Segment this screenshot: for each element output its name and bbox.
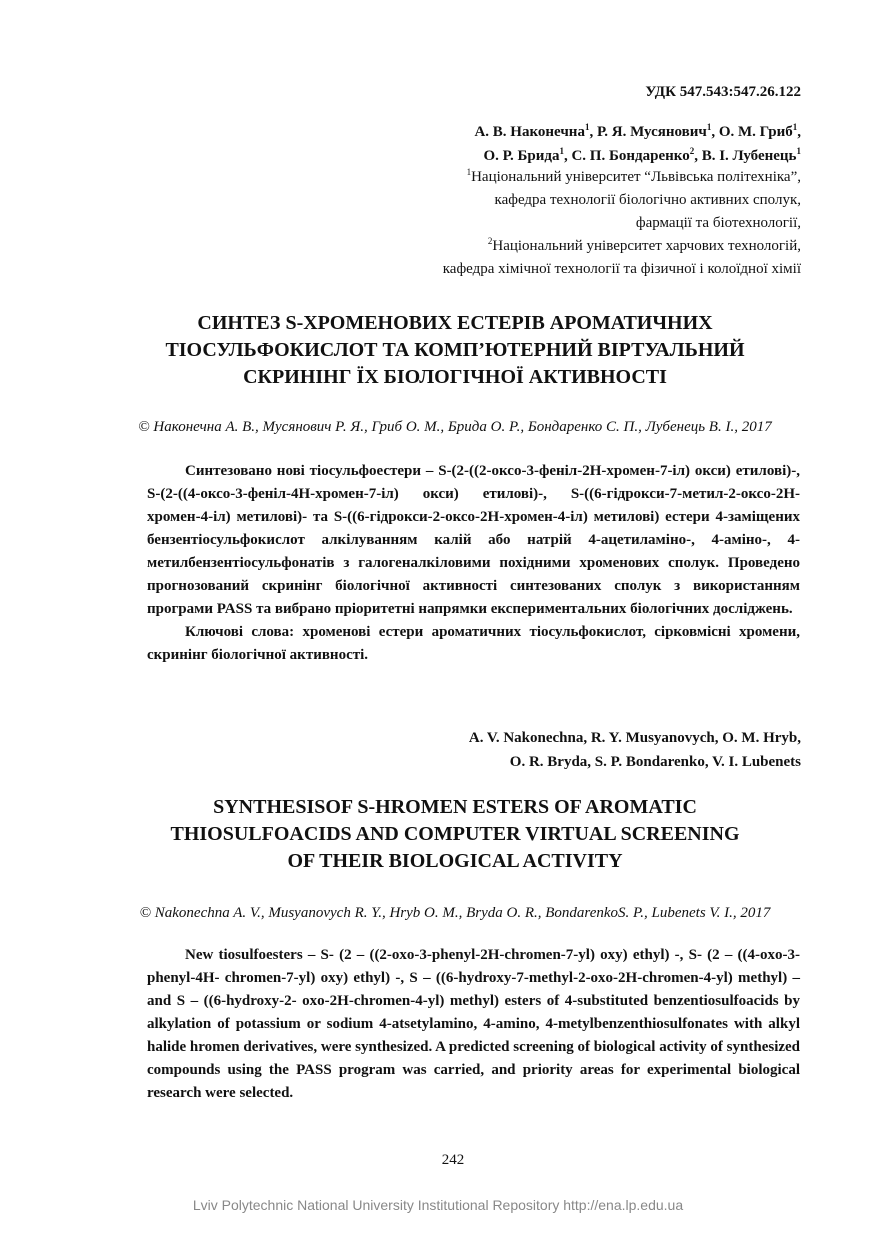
affiliation-line: $^1$Національний університет “Львівська політехніка”, [466,167,801,185]
title-line: THIOSULFOACIDS AND COMPUTER VIRTUAL SCREENING [170,823,740,845]
author-name: О. М. Гриб [718,124,793,140]
authors-en [201,726,801,774]
author-sup: 1 [796,146,801,156]
author-name: А. В. Наконечна [474,124,585,140]
keywords-text: Ключові слова: хроменові естери ароматичних тіосульфокислот, сірковмісні хромени, скринінг біологічної активності. [147,624,800,663]
affiliation-line: кафедра хімічної технології та фізичної і колоїдної хімії [442,261,801,277]
author-sup: 1 [584,122,590,132]
title-en [60,794,850,875]
copyright-en: © Nakonechna A. V., Musyanovych R. Y., Hryb O. M., Bryda O. R., BondarenkoS. P., Lubenets V. I., 2017 [139,905,771,921]
page-number: 242 [441,1152,465,1168]
copyright-ua: © Наконечна А. В., Мусянович Р. Я., Гриб О. М., Брида О. Р., Бондаренко С. П., Лубенець В. І., 2017 [138,419,772,435]
authors-ua: А. В. Наконечна$^1$, Р. Я. Мусянович$^1$, О. М. Гриб$^1$, О. Р. Брида$^1$, С. П. Бондаренко$^2$, В. І. Лубенець$^1$ [474,122,801,164]
affiliation-line: кафедра технології біологічно активних сполук, [494,192,801,208]
title-line: OF THEIR BIOLOGICAL ACTIVITY [287,850,623,872]
affiliation-line: фармації та біотехнології, [635,215,801,231]
abstract-en [147,944,800,1105]
udk-code: УДК 547.543:547.26.122 [645,84,801,100]
author-sup: 1 [792,122,798,132]
affiliation-sup: 2 [487,236,493,246]
authors-line: A. V. Nakonechna, R. Y. Musyanovych, O. M. Hryb, [468,730,801,746]
affiliation-sup: 1 [466,167,472,177]
author-sup: 1 [706,122,712,132]
affiliation-line: $^2$Національний університет харчових технологій, [487,236,801,254]
title-line: SYNTHESISOF S-HROMEN ESTERS OF AROMATIC [213,796,697,818]
author-name: В. І. Лубенець [701,148,797,164]
title-ua [60,310,850,391]
author-sup: 1 [559,146,564,156]
author-name: О. Р. Брида [483,148,560,164]
repository-footer: Lviv Polytechnic National University Institutional Repository http://ena.lp.edu.ua [192,1197,684,1213]
title-line: СКРИНІНГ ЇХ БІОЛОГІЧНОЇ АКТИВНОСТІ [243,366,667,388]
title-line: ТІОСУЛЬФОКИСЛОТ ТА КОМП’ЮТЕРНИЙ ВІРТУАЛЬНИЙ [165,339,745,361]
title-line: СИНТЕЗ S-ХРОМЕНОВИХ ЕСТЕРІВ АРОМАТИЧНИХ [197,312,713,334]
author-sup: 2 [689,146,695,156]
authors-line: O. R. Bryda, S. P. Bondarenko, V. I. Lubenets [509,754,801,770]
abstract-text: Синтезовано нові тіосульфоестери – S-(2-((2-оксо-3-феніл-2Н-хромен-7-іл) окси) етилові)-, S-(2-((4-оксо-3-феніл-4Н-хромен-7-іл) окси) етилові)-, S-((6-гідрокси-7-метил-2-оксо-2Н-хромен-4-іл) метилові)- та S-((6-гідрокси-2-оксо-2Н-хромен-4-іл) метилові) естери 4-заміщених бензентіосульфокислот алкілуванням калій або натрій 4-ацетиламіно-, 4-аміно-, 4-метилбензентіосульфонатів з галогеналкіловими похідними хроменових сполук. Проведено прогнозований скринінг біологічної активності синтезованих сполук з використанням програми PASS та вибрано пріоритетні напрямки експериментальних біологічних досліджень. [147,463,800,617]
abstract-text: New tiosulfoesters – S- (2 – ((2-oxo-3-phenyl-2H-chromen-7-yl) oxy) ethyl) -, S- (2 – ((4-oxo-3-phenyl-4H- chromen-7-yl) oxy) ethyl) -, S – ((6-hydroxy-7-methyl-2-oxo-2H-chromen-4-yl) methyl) – and S – ((6-hydroxy-2- oxo-2H-chromen-4-yl) methyl) esters of 4-substituted benzentiosulfoacids by alkylation of potassium or sodium 4-atsetylamino, 4-amino, 4-metylbenzenthiosulfonates with alkyl halide hromen derivatives, were synthesized. A predicted screening of biological activity of synthesized compounds using the PASS program was carried, and priority areas for experimental biological research were selected. [147,947,801,1101]
author-name: С. П. Бондаренко [571,148,690,164]
author-name: Р. Я. Мусянович [596,124,707,140]
affiliation-ua [201,166,801,281]
abstract-ua [147,460,800,667]
